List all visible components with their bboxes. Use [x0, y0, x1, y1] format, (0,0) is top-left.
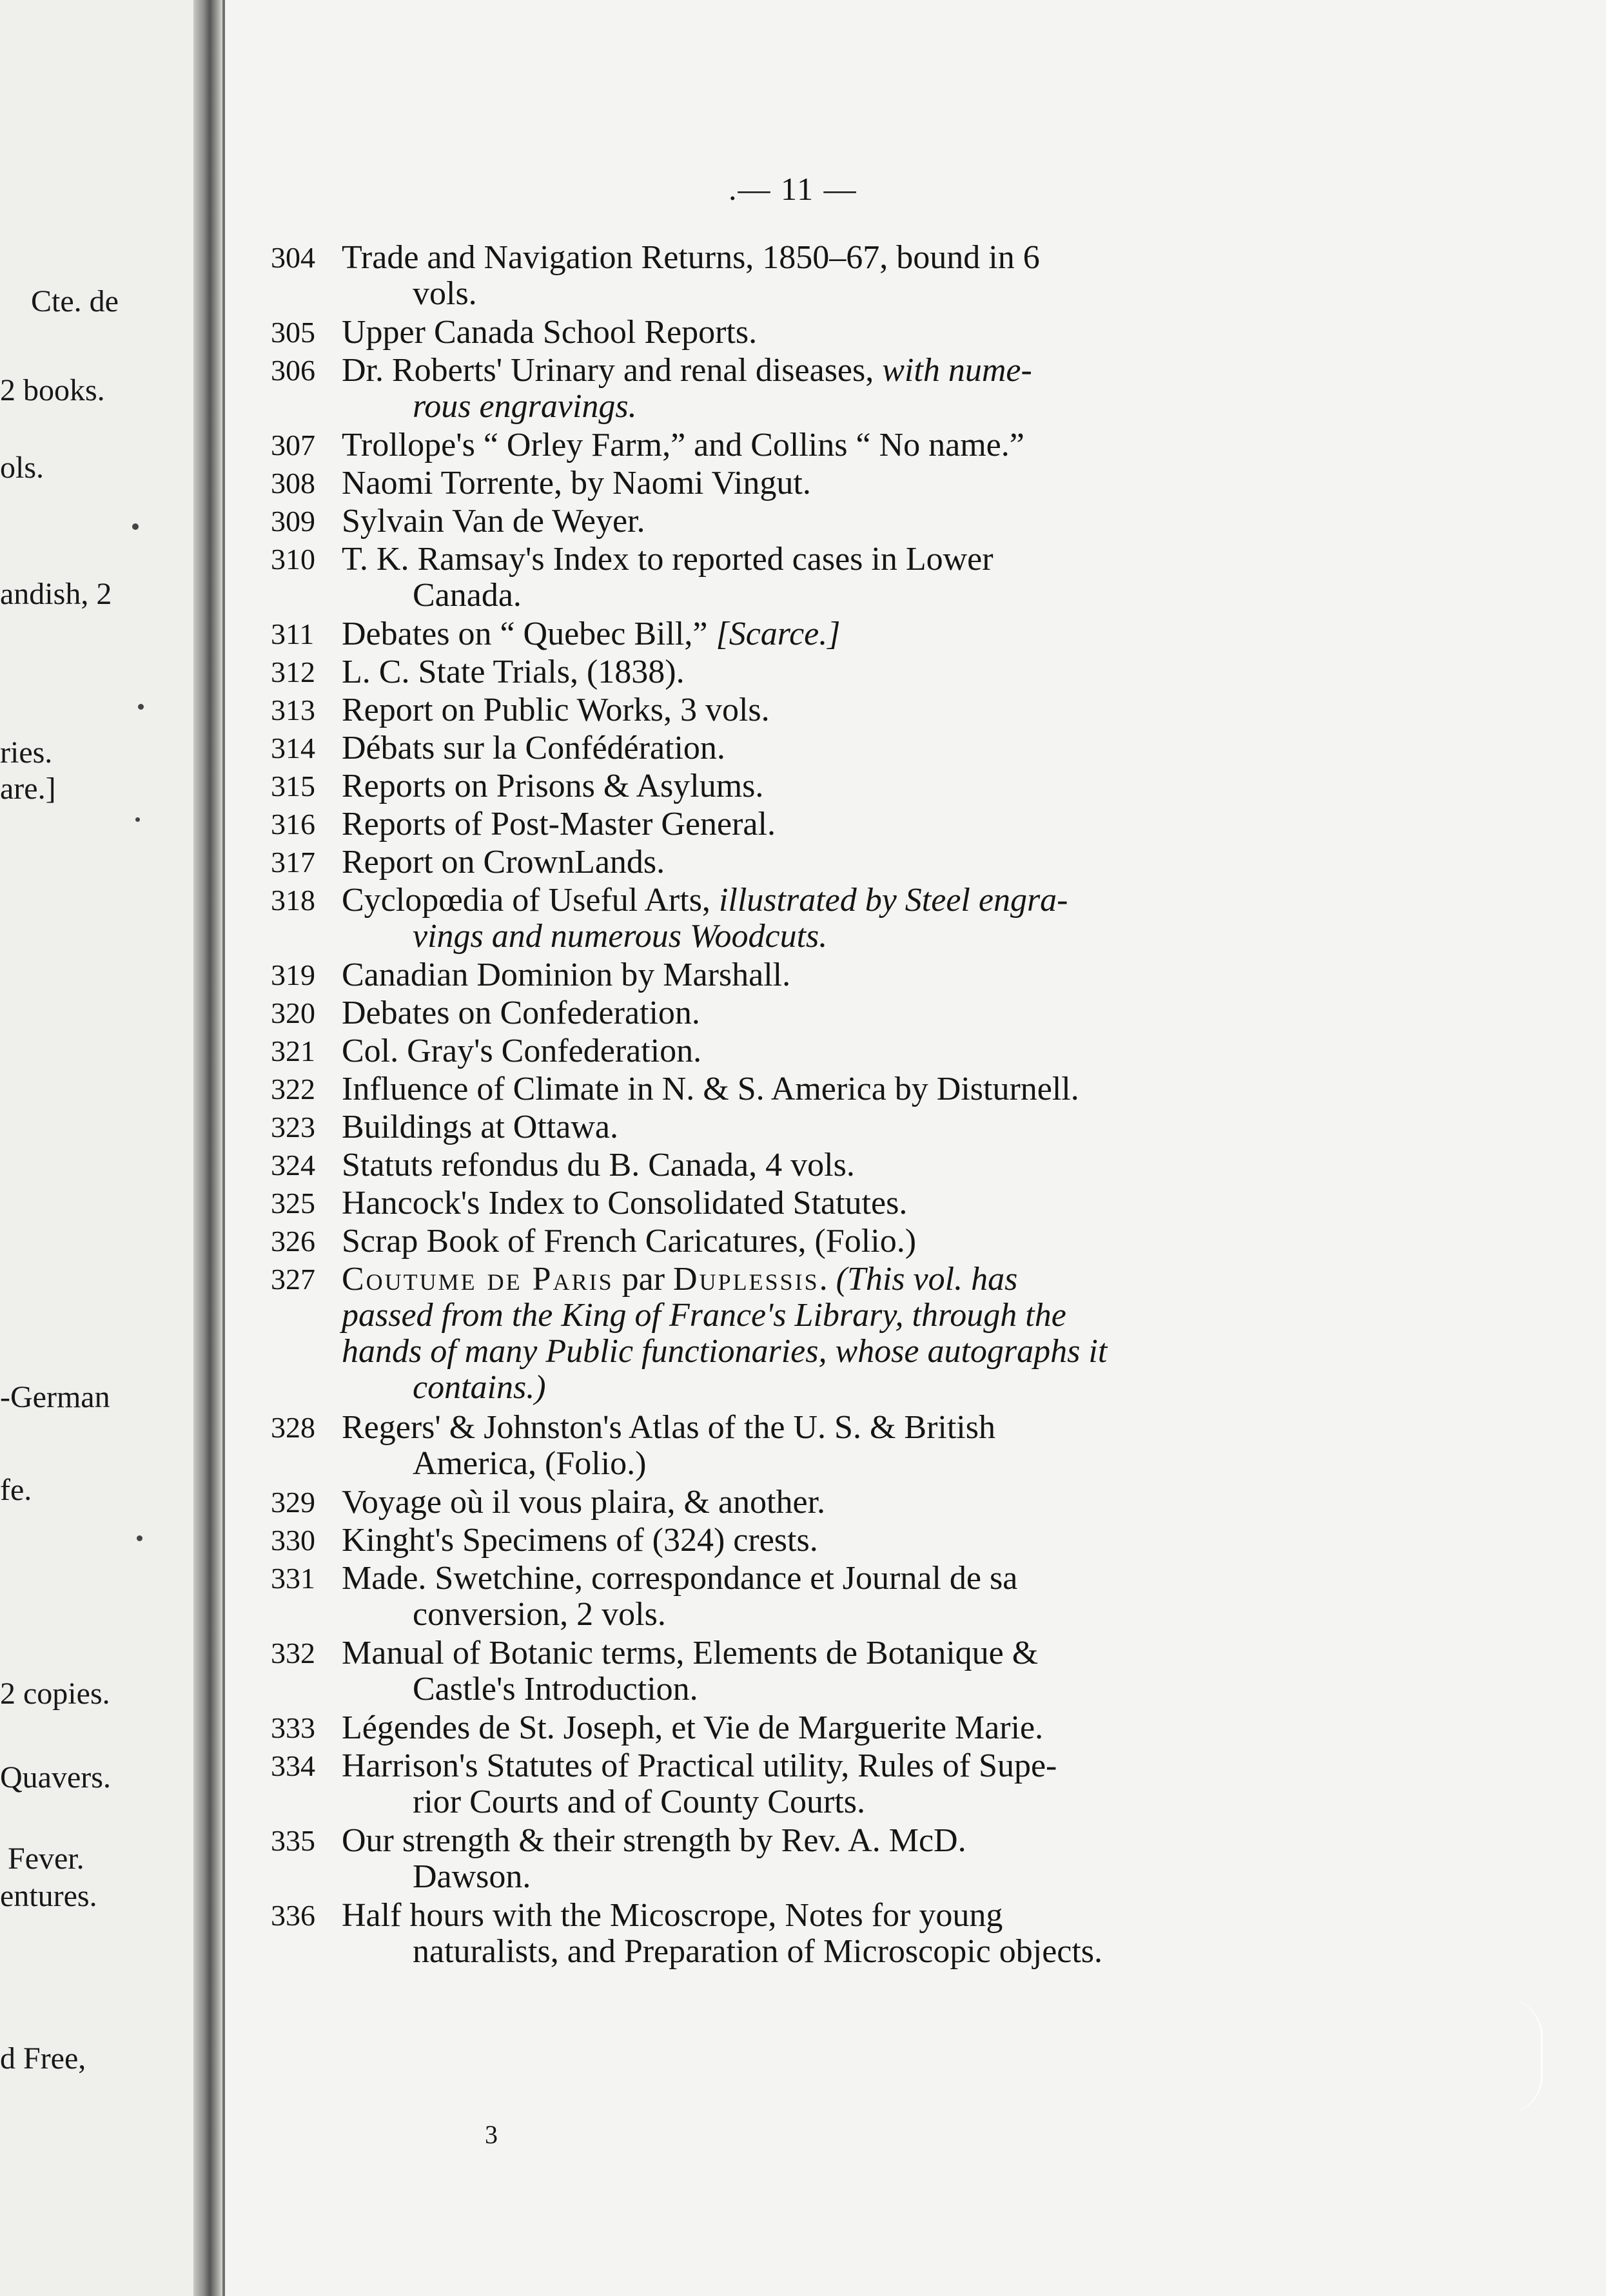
entry-title: Voyage où il vous plaira, & another. [342, 1484, 826, 1521]
entry-title: Reports of Post-Master General. [342, 806, 776, 842]
facing-fragment: ries. [0, 735, 53, 770]
facing-fragment: are.] [0, 772, 56, 806]
entry-title: Reports on Prisons & Asylums. [342, 768, 764, 804]
entry-number: 314 [271, 732, 315, 764]
entry-punctuation: . [819, 1261, 836, 1298]
entry-number: 310 [271, 543, 315, 576]
entry-title: Made. Swetchine, correspondance et Journal de sa [342, 1560, 1018, 1597]
catalogue-entry [271, 1635, 1335, 1707]
catalogue-entry [271, 1561, 1335, 1633]
entry-note-italic: (This vol. has [836, 1261, 1018, 1298]
entry-number: 321 [271, 1035, 315, 1067]
entry-number: 312 [271, 656, 315, 688]
entry-title: Half hours with the Micoscrope, Notes for young [342, 1897, 1003, 1934]
entry-number: 331 [271, 1562, 315, 1595]
entry-text [342, 1410, 1335, 1482]
entry-title: par [613, 1261, 674, 1298]
entry-text [342, 654, 1335, 690]
entry-text [342, 692, 1335, 728]
catalogue-entry [271, 1223, 1335, 1260]
entry-title: Buildings at Ottawa. [342, 1109, 618, 1145]
entry-text [342, 806, 1335, 842]
catalogue-entry [271, 882, 1335, 955]
binding-gutter [193, 0, 223, 2296]
entry-text [342, 1523, 1335, 1559]
facing-fragment: 2 copies. [0, 1677, 110, 1711]
entry-number: 308 [271, 467, 315, 500]
entry-title: Canadian Dominion by Marshall. [342, 957, 791, 993]
entry-continuation: vols. [413, 275, 477, 312]
entry-text [342, 1261, 1335, 1406]
entry-author-smallcaps: Duplessis [673, 1261, 819, 1298]
entry-title: Dr. Roberts' Urinary and renal diseases, [342, 352, 883, 389]
entry-text [342, 1898, 1335, 1970]
entry-title: Debates on Confederation. [342, 995, 700, 1031]
entry-continuation: passed from the King of France's Library, through the [342, 1297, 1066, 1334]
entry-title: Scrap Book of French Caricatures, (Folio.) [342, 1223, 917, 1260]
entry-continuation: conversion, 2 vols. [413, 1596, 666, 1633]
entry-text [342, 1710, 1335, 1746]
catalogue-entry [271, 844, 1335, 880]
entry-title: Cyclopœdia of Useful Arts, [342, 882, 719, 919]
facing-fragment: fe. [0, 1473, 32, 1507]
entry-text [342, 240, 1335, 312]
entry-text [342, 1185, 1335, 1221]
entry-text [342, 995, 1335, 1031]
entry-note-italic: illustrated by Steel engra- [718, 882, 1068, 919]
facing-fragment: ols. [0, 451, 44, 485]
entry-number: 319 [271, 958, 315, 991]
entry-number: 332 [271, 1637, 315, 1669]
entry-number: 304 [271, 241, 315, 274]
entry-number: 316 [271, 808, 315, 841]
signature-mark: 3 [485, 2120, 498, 2149]
entry-number: 315 [271, 770, 315, 803]
entry-text [342, 465, 1335, 501]
entry-continuation: naturalists, and Preparation of Microscopic objects. [413, 1933, 1103, 1970]
entry-text [342, 957, 1335, 993]
entry-number: 336 [271, 1899, 315, 1932]
facing-fragment: andish, 2 [0, 577, 112, 611]
entry-continuation: Castle's Introduction. [413, 1671, 698, 1707]
entry-title: Col. Gray's Confederation. [342, 1033, 702, 1069]
ink-speck [137, 1535, 142, 1541]
entry-number: 317 [271, 846, 315, 879]
entry-text [342, 1561, 1335, 1633]
entry-text [342, 1147, 1335, 1183]
entry-number: 323 [271, 1111, 315, 1143]
entry-text [342, 541, 1335, 614]
entry-number: 320 [271, 997, 315, 1029]
entry-text [342, 1484, 1335, 1521]
facing-fragment: 2 books. [0, 373, 105, 407]
entry-title: Sylvain Van de Weyer. [342, 503, 645, 540]
entry-text [342, 1033, 1335, 1069]
entry-title: L. C. State Trials, (1838). [342, 654, 685, 690]
entry-text [342, 503, 1335, 540]
entry-title: Manual of Botanic terms, Elements de Botanique & [342, 1635, 1039, 1671]
entry-number: 326 [271, 1225, 315, 1258]
entry-continuation: vings and numerous Woodcuts. [413, 918, 828, 955]
catalogue-entry [271, 427, 1335, 463]
entry-number: 322 [271, 1073, 315, 1105]
catalogue-entry [271, 503, 1335, 540]
entry-number: 330 [271, 1524, 315, 1557]
catalogue-entry [271, 465, 1335, 501]
entry-text [342, 1823, 1335, 1895]
catalogue-entry [271, 315, 1335, 351]
entry-number: 309 [271, 505, 315, 538]
entry-number: 313 [271, 694, 315, 726]
entry-number: 329 [271, 1486, 315, 1519]
entry-title: Trollope's “ Orley Farm,” and Collins “ No name.” [342, 427, 1024, 463]
catalogue-entry [271, 692, 1335, 728]
entry-title: Débats sur la Confédération. [342, 730, 725, 766]
entry-continuation: contains.) [413, 1369, 546, 1406]
entry-number: 318 [271, 884, 315, 917]
catalogue-entry [271, 1261, 1335, 1406]
entry-continuation: Dawson. [413, 1858, 531, 1895]
facing-fragment: -German [0, 1380, 110, 1414]
entry-text [342, 730, 1335, 766]
entry-text [342, 1223, 1335, 1260]
catalogue-entry [271, 1109, 1335, 1145]
entry-title: Trade and Navigation Returns, 1850–67, bound in 6 [342, 239, 1040, 276]
catalogue-entry [271, 1484, 1335, 1521]
catalogue-entry [271, 353, 1335, 425]
entry-note-italic: [Scarce.] [716, 616, 841, 652]
entry-number: 327 [271, 1263, 315, 1296]
entry-title: T. K. Ramsay's Index to reported cases in Lower [342, 541, 994, 578]
catalogue-entry [271, 1523, 1335, 1559]
entry-text [342, 1109, 1335, 1145]
entry-continuation: rior Courts and of County Courts. [413, 1784, 865, 1820]
entry-title: Regers' & Johnston's Atlas of the U. S. & British [342, 1409, 995, 1446]
entry-continuation: Canada. [413, 577, 522, 614]
entry-number: 328 [271, 1411, 315, 1444]
catalogue-entry [271, 1710, 1335, 1746]
entry-title: Légendes de St. Joseph, et Vie de Marguerite Marie. [342, 1709, 1044, 1746]
entry-title: Our strength & their strength by Rev. A. McD. [342, 1822, 966, 1859]
catalogue-entry [271, 616, 1335, 652]
ink-speck [132, 523, 139, 530]
entry-title: Hancock's Index to Consolidated Statutes. [342, 1185, 908, 1221]
entry-text [342, 616, 1335, 652]
entry-title-smallcaps: Coutume de Paris [342, 1261, 614, 1298]
catalogue-entry [271, 1410, 1335, 1482]
entry-text [342, 427, 1335, 463]
entry-title: Upper Canada School Reports. [342, 314, 758, 351]
entry-title: Naomi Torrente, by Naomi Vingut. [342, 465, 811, 501]
catalogue-entry [271, 768, 1335, 804]
entry-number: 306 [271, 354, 315, 387]
entry-number: 305 [271, 316, 315, 349]
catalogue-entry [271, 730, 1335, 766]
catalogue-entry [271, 1748, 1335, 1820]
entry-title: Report on CrownLands. [342, 844, 665, 880]
entry-title: Debates on “ Quebec Bill,” [342, 616, 716, 652]
facing-fragment: d Free, [0, 2041, 86, 2076]
entry-number: 307 [271, 429, 315, 462]
entry-text [342, 1748, 1335, 1820]
catalogue-entry [271, 1071, 1335, 1107]
entry-text [342, 844, 1335, 880]
entry-continuation: hands of many Public functionaries, whose autographs it [342, 1333, 1108, 1370]
catalogue-entry [271, 240, 1335, 312]
facing-fragment: Fever. [8, 1842, 84, 1876]
catalogue-entry [271, 541, 1335, 614]
entry-number: 334 [271, 1749, 315, 1782]
entry-title: Report on Public Works, 3 vols. [342, 692, 770, 728]
ink-speck [135, 817, 140, 822]
catalogue-entry [271, 1147, 1335, 1183]
entry-title: Statuts refondus du B. Canada, 4 vols. [342, 1147, 855, 1183]
entry-text [342, 768, 1335, 804]
entry-title: Kinght's Specimens of (324) crests. [342, 1522, 818, 1559]
entry-text [342, 315, 1335, 351]
entry-title: Harrison's Statutes of Practical utility, Rules of Supe- [342, 1747, 1057, 1784]
catalogue-entry [271, 1898, 1335, 1970]
facing-fragment: Cte. de [31, 284, 119, 318]
ink-speck [138, 704, 144, 710]
entry-number: 325 [271, 1187, 315, 1220]
catalogue-entry [271, 1823, 1335, 1895]
entry-text [342, 882, 1335, 955]
catalogue-entry [271, 957, 1335, 993]
catalogue-entry [271, 806, 1335, 842]
entry-text [342, 353, 1335, 425]
catalogue-entry [271, 995, 1335, 1031]
entry-number: 335 [271, 1824, 315, 1857]
catalogue-entry [271, 654, 1335, 690]
entry-text [342, 1071, 1335, 1107]
gutter-edge [222, 0, 225, 2296]
catalogue-entry [271, 1033, 1335, 1069]
entry-text [342, 1635, 1335, 1707]
entry-continuation: rous engravings. [413, 388, 637, 425]
facing-fragment: entures. [0, 1879, 97, 1913]
page-number: .— 11 — [729, 171, 857, 207]
catalogue-entry [271, 1185, 1335, 1221]
facing-page [0, 0, 213, 2296]
entry-title: Influence of Climate in N. & S. America by Disturnell. [342, 1071, 1079, 1107]
facing-fragment: Quavers. [0, 1760, 111, 1795]
entry-continuation: America, (Folio.) [413, 1445, 647, 1482]
entry-number: 311 [271, 618, 315, 650]
page-edge-curl [1502, 1998, 1543, 2114]
entry-number: 333 [271, 1711, 315, 1744]
entry-number: 324 [271, 1149, 315, 1182]
entry-note-italic: with nume- [882, 352, 1032, 389]
